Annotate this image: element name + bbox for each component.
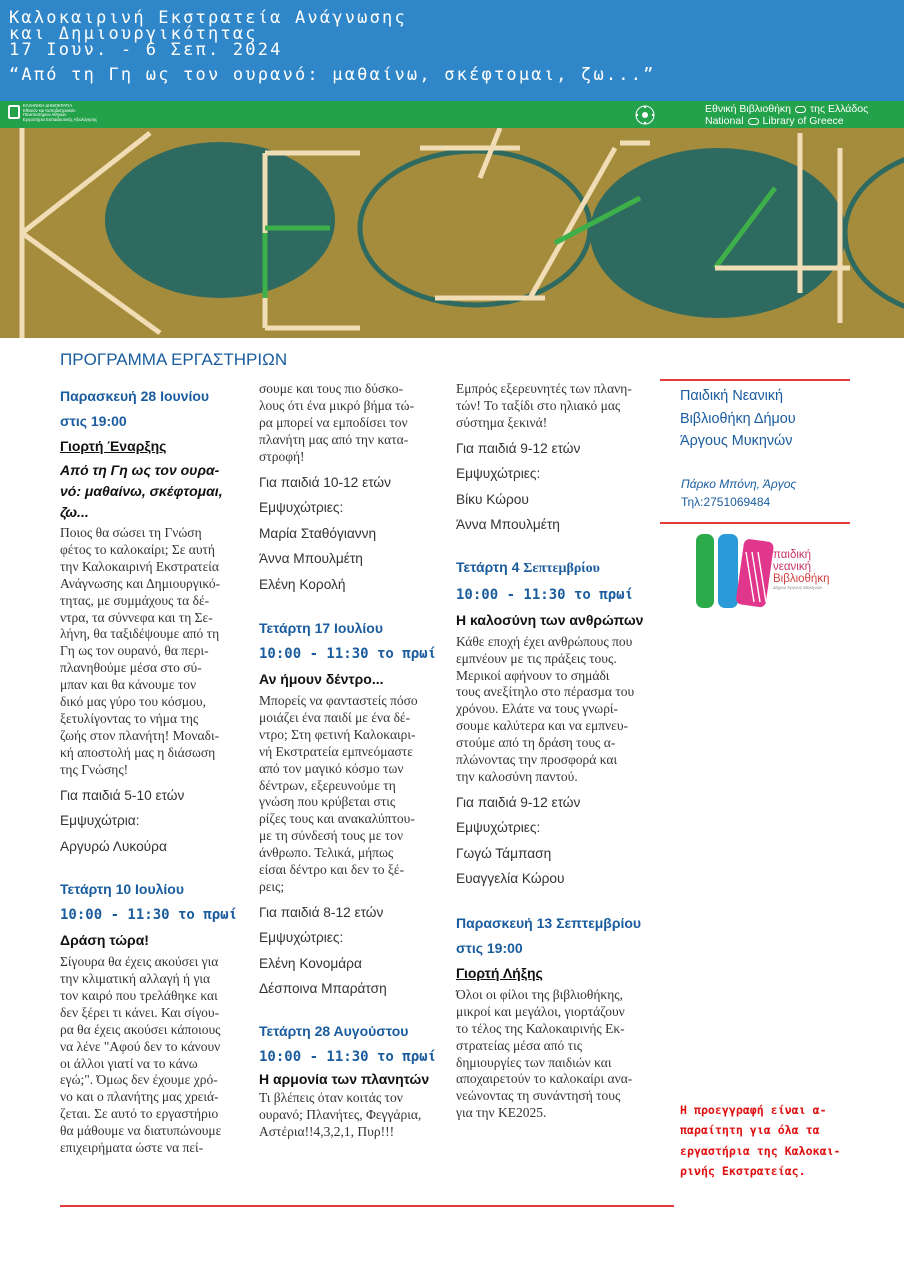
program-column-1: [60, 381, 242, 1161]
facilitators-label: Εμψυχώτρια:: [60, 813, 140, 829]
facilitators-label: Εμψυχώτριες:: [456, 466, 541, 482]
session-name: Η αρμονία των πλανητών: [259, 1070, 430, 1087]
library-name: Παιδική Νεανική Βιβλιοθήκη Δήμου Άργους Μυκηνών: [680, 388, 796, 449]
national-library-logo: Εθνική Βιβλιοθήκη της Ελλάδος National Library of Greece: [705, 103, 869, 127]
library-phone: Τηλ:2751069484: [681, 494, 771, 509]
session-time: 10:00 - 11:30 το πρωί: [60, 907, 238, 924]
session-date: Παρασκευή 13 Σεπτεμβρίου: [456, 914, 642, 931]
facilitators-label: Εμψυχώτριες:: [456, 820, 541, 836]
facilitator-name: Ελένη Κορολή: [259, 576, 346, 592]
campaign-title-line2: και Δημιουργικότητας: [9, 24, 258, 44]
session-name: Αν ήμουν δέντρο...: [259, 671, 384, 688]
campaign-dates: 17 Ιουν. - 6 Σεπ. 2024: [9, 40, 283, 60]
facilitators-label: Εμψυχώτριες:: [259, 930, 344, 946]
session-ages: Για παιδιά 5-10 ετών: [60, 787, 185, 803]
nlg-emblem-icon: [748, 118, 759, 125]
campaign-slogan: “Από τη Γη ως τον ουρανό: μαθαίνω, σκέφτομαι, ζω...”: [9, 65, 656, 85]
session-date: Τετάρτη 17 Ιουλίου: [259, 620, 384, 637]
session-ages: Για παιδιά 9-12 ετών: [456, 440, 581, 456]
session-time: 10:00 - 11:30 το πρωί: [456, 586, 634, 603]
session-description: Σίγουρα θα έχεις ακούσει για την κλιματική αλλαγή ή για τον καιρό που τρελάθηκε και δεν ξέρει τι κάνει. Και σίγου- ρα θα έχεις ακούσει κάποιους να λένε "Αφού δεν το κάνουν οι άλλοι γιατί να το κάνω εγώ;". Όμως δεν έχουμε χρό- νο και ο πλανήτης μας χρειά- ζεται. Σε αυτό το εργαστήριο θα μάθουμε να διατυπώνουμε επιχειρήματα ώστε να πεί-: [60, 954, 222, 1156]
session-name: Η καλοσύνη των ανθρώπων: [456, 611, 644, 628]
network-logo-icon: [633, 103, 657, 127]
session-description-continued: σουμε και τους πιο δύσκο- λους ότι ένα μικρό βήμα τώ- ρα μπορεί να εμποδίσει τον πλανήτη μας από την κατα- στροφή!: [259, 381, 415, 464]
library-address: Πάρκο Μπόνη, Άργος: [681, 477, 797, 491]
registration-note: Η προεγγραφή είναι α- παραίτητη για όλα τα εργαστήρια της Καλοκαι- ρινής Εκστρατείας.: [680, 1103, 841, 1179]
partner-logos-bar: [0, 101, 904, 128]
university-logo: ΕΛΛΗΝΙΚΗ ΔΗΜΟΚΡΑΤΙΑ Εθνικόν και Καποδιστριακόν Πανεπιστήμιον Αθηνών Εργαστήριο Εκπαιδευτικής Αξιολόγησης: [8, 104, 133, 122]
facilitator-name: Ευαγγελία Κώρου: [456, 871, 565, 887]
program-column-2: [259, 381, 445, 1145]
facilitator-name: Βίκυ Κώρου: [456, 491, 529, 507]
session-subtitle: Από τη Γη ως τον ουρα- νό: μαθαίνω, σκέφτομαι, ζω...: [60, 462, 223, 520]
session-ages: Για παιδιά 9-12 ετών: [456, 794, 581, 810]
facilitator-name: Αργυρώ Λυκούρα: [60, 838, 167, 854]
program-title: ΠΡΟΓΡΑΜΜΑ ΕΡΓΑΣΤΗΡΙΩΝ: [60, 350, 288, 369]
session-time: στις 19:00: [60, 413, 127, 429]
facilitator-name: Γωγώ Τάμπαση: [456, 845, 552, 861]
library-contact: [681, 476, 796, 511]
session-description: Όλοι οι φίλοι της βιβλιοθήκης, μικροί και μεγάλοι, γιορτάζουν το τέλος της Καλοκαιρινής Εκ- στρατείας μέσα από τις δημιουργίες των παιδιών και αποχαιρετούν το καλοκαίρι ανα- νεώνοντας τη συνάντησή τους για την ΚΕ2025.: [456, 986, 633, 1121]
session-name: Γιορτή Έναρξης: [60, 438, 167, 454]
library-logo-text: παιδική νεανική Βιβλιοθήκη Δήμου Άργους Μυκηνών: [773, 549, 830, 590]
sidebar-rule-middle: [660, 522, 850, 524]
session-name: Γιορτή Λήξης: [456, 964, 543, 981]
session-time: 10:00 - 11:30 το πρωί: [259, 1048, 437, 1065]
campaign-title-line1: Καλοκαιρινή Εκστρατεία Ανάγνωσης: [9, 8, 407, 28]
sidebar-rule-top: [660, 379, 850, 381]
program-column-3: [456, 381, 661, 1126]
ke2024-banner: [0, 128, 904, 338]
session-description-continued: Εμπρός εξερευνητές των πλανη- τών! Το ταξίδι στο ηλιακό μας σύστημα ξεκινά!: [456, 381, 632, 430]
facilitator-name: Άννα Μπουλμέτη: [456, 517, 560, 533]
session-date: Παρασκευή 28 Ιουνίου: [60, 388, 210, 404]
session-description: Τι βλέπεις όταν κοιτάς τον ουρανό; Πλανήτες, Φεγγάρια, Αστέρια!!4,3,2,1, Πυρ!!!: [259, 1089, 422, 1139]
bottom-rule: [60, 1205, 674, 1207]
nlg-emblem-icon: [795, 106, 806, 113]
facilitator-name: Ελένη Κονομάρα: [259, 955, 362, 971]
session-time: 10:00 - 11:30 το πρωί: [259, 646, 437, 663]
session-date: Τετάρτη 10 Ιουλίου: [60, 881, 185, 898]
session-time: στις 19:00: [456, 939, 523, 956]
session-ages: Για παιδιά 10-12 ετών: [259, 474, 391, 490]
facilitator-name: Δέσποινα Μπαράτση: [259, 981, 387, 997]
session-date: Τετάρτη 28 Αυγούστου: [259, 1022, 409, 1039]
facilitator-name: Άννα Μπουλμέτη: [259, 551, 363, 567]
facilitator-name: Μαρία Σταθόγιαννη: [259, 525, 377, 541]
session-date: Τετάρτη 4 Σεπτεμβρίου: [456, 558, 600, 576]
session-description: Ποιος θα σώσει τη Γνώση φέτος το καλοκαίρι; Σε αυτή την Καλοκαιρινή Εκστρατεία Ανάγνωσης και Δημιουργικό- τητας, με συμμάχους τα δέ- ντρα, τα σύννεφα και τη Σε- λήνη, θα ταξιδέψουμε από τη Γη ως τον ουρανό, θα περι- πλανηθούμε μέσα στο σύ- μπαν και θα κάνουμε τον δικό μας γύρο του κόσμου, ξετυλίγοντας το νήμα της ζωής στον πλανήτη! Μοναδι- κή αποστολή μας η διάσωση της Γνώσης!: [60, 525, 221, 777]
session-ages: Για παιδιά 8-12 ετών: [259, 904, 384, 920]
campaign-header: [0, 0, 904, 101]
university-emblem-icon: [8, 105, 20, 119]
session-description: Κάθε εποχή έχει ανθρώπους που εμπνέουν με τις πράξεις τους. Μερικοί αφήνουν το σημάδι τους ανεξίτηλο στο πέρασμα του χρόνου. Ελάτε να τους γνωρί- σουμε καλύτερα και να εμπνευ- στούμε από τη δράση τους α- πλώνοντας την προσφορά και την καλοσύνη παντού.: [456, 633, 635, 784]
session-name: Δράση τώρα!: [60, 932, 149, 949]
facilitators-label: Εμψυχώτριες:: [259, 500, 344, 516]
session-description: Μπορείς να φανταστείς πόσο μοιάζει ένα παιδί με ένα δέ- ντρο; Στη φετινή Καλοκαιρι- νή Εκστρατεία εμπνεόμαστε από τον μαγικό κόσμο των δέντρων, εξερευνούμε τη γνώση που κρύβεται στις ρίζες τους και ανακαλύπτου- με τη σύνδεσή τους με τον άνθρωπο. Τελικά, μήπως είσαι δέντρο και δεν το ξέ- ρεις;: [259, 693, 418, 894]
